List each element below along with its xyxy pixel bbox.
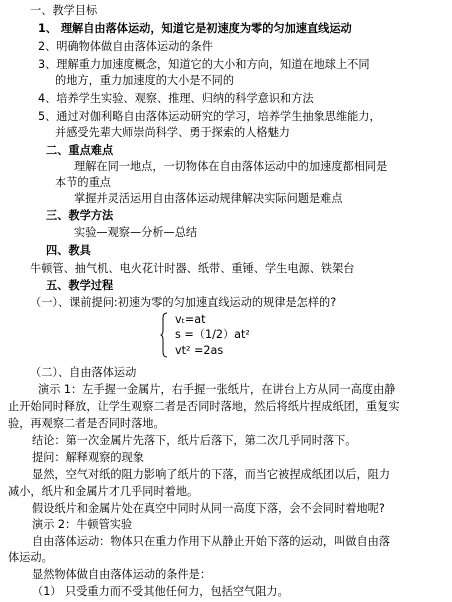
objective-5: 5、通过对伽利略自由落体运动研究的学习，培养学生抽象思维能力， xyxy=(38,110,381,123)
formula-displacement: s =（1/2）at² xyxy=(175,328,250,341)
explanation-line-1: 显然，空气对纸的阻力影响了纸片的下落，而当它被捏成纸团以后，阻力 xyxy=(32,468,391,481)
section-1-title: 一、教学目标 xyxy=(30,4,98,17)
objective-1: 1、 理解自由落体运动，知道它是初速度为零的匀加速直线运动 xyxy=(38,22,352,35)
part-2-title: （二）、自由落体运动 xyxy=(30,366,137,379)
formula-velocity: vₜ=at xyxy=(175,313,206,326)
demo-1-line-1: 演示 1：左手握一金属片，右手握一张纸片，在讲台上方从同一高度由静 xyxy=(38,383,396,396)
formula-brace xyxy=(160,312,168,358)
definition-line-2: 体运动。 xyxy=(8,551,53,564)
formula-velocity-squared: vt² =2as xyxy=(175,344,224,357)
condition-intro-line: 显然物体做自由落体运动的条件是： xyxy=(32,568,212,581)
section-5-title: 五、教学过程 xyxy=(46,279,114,292)
conclusion-line: 结论：第一次金属片先落下，纸片后落下，第二次几乎同时落下。 xyxy=(32,434,357,447)
key-point-line-1: 理解在同一地点，一切物体在自由落体运动中的加速度都相同是 xyxy=(74,160,388,173)
condition-1-line: （1） 只受重力而不受其他任何力，包括空气阻力。 xyxy=(32,585,289,598)
section-4-title: 四、教具 xyxy=(46,244,91,257)
objective-2: 2、明确物体做自由落体运动的条件 xyxy=(38,40,213,53)
question-line: 提问：解释观察的现象 xyxy=(32,451,144,464)
definition-line-1: 自由落体运动：物体只在重力作用下从静止开始下落的运动，叫做自由落 xyxy=(32,535,391,548)
pre-class-question: （一）、课前提问:初速为零的匀加速直线运动的规律是怎样的? xyxy=(30,296,337,309)
equipment-line: 牛顿管、抽气机、电火花计时器、纸带、重锤、学生电源、铁架台 xyxy=(30,262,355,275)
demo-2-line: 演示 2：牛顿管实验 xyxy=(32,518,133,531)
explanation-line-2: 减小，纸片和金属片才几乎同时着地。 xyxy=(8,485,199,498)
hypothesis-line: 假设纸片和金属片处在真空中同时从同一高度下落，会不会同时着地呢? xyxy=(32,502,385,515)
difficulty-line: 掌握并灵活运用自由落体运动规律解决实际问题是难点 xyxy=(74,192,343,205)
objective-3: 3、理解重力加速度概念，知道它的大小和方向，知道在地球上不同 xyxy=(38,58,370,71)
demo-1-line-2: 止开始同时释放，让学生观察二者是否同时落地，然后将纸片捏成纸团，重复实 xyxy=(8,400,400,413)
objective-3-cont: 的地方，重力加速度的大小是不同的 xyxy=(55,74,235,87)
section-3-title: 三、教学方法 xyxy=(46,209,114,222)
section-2-title: 二、重点难点 xyxy=(46,144,114,157)
key-point-line-2: 本节的重点 xyxy=(55,176,111,189)
demo-1-line-3: 验，再观察二者是否同时落地。 xyxy=(8,417,165,430)
objective-4: 4、培养学生实验、观察、推理、归纳的科学意识和方法 xyxy=(38,92,314,105)
method-line: 实验—观察—分析—总结 xyxy=(74,226,198,239)
objective-5-cont: 并感受先辈大师崇尚科学、勇于探索的人格魅力 xyxy=(55,126,290,139)
